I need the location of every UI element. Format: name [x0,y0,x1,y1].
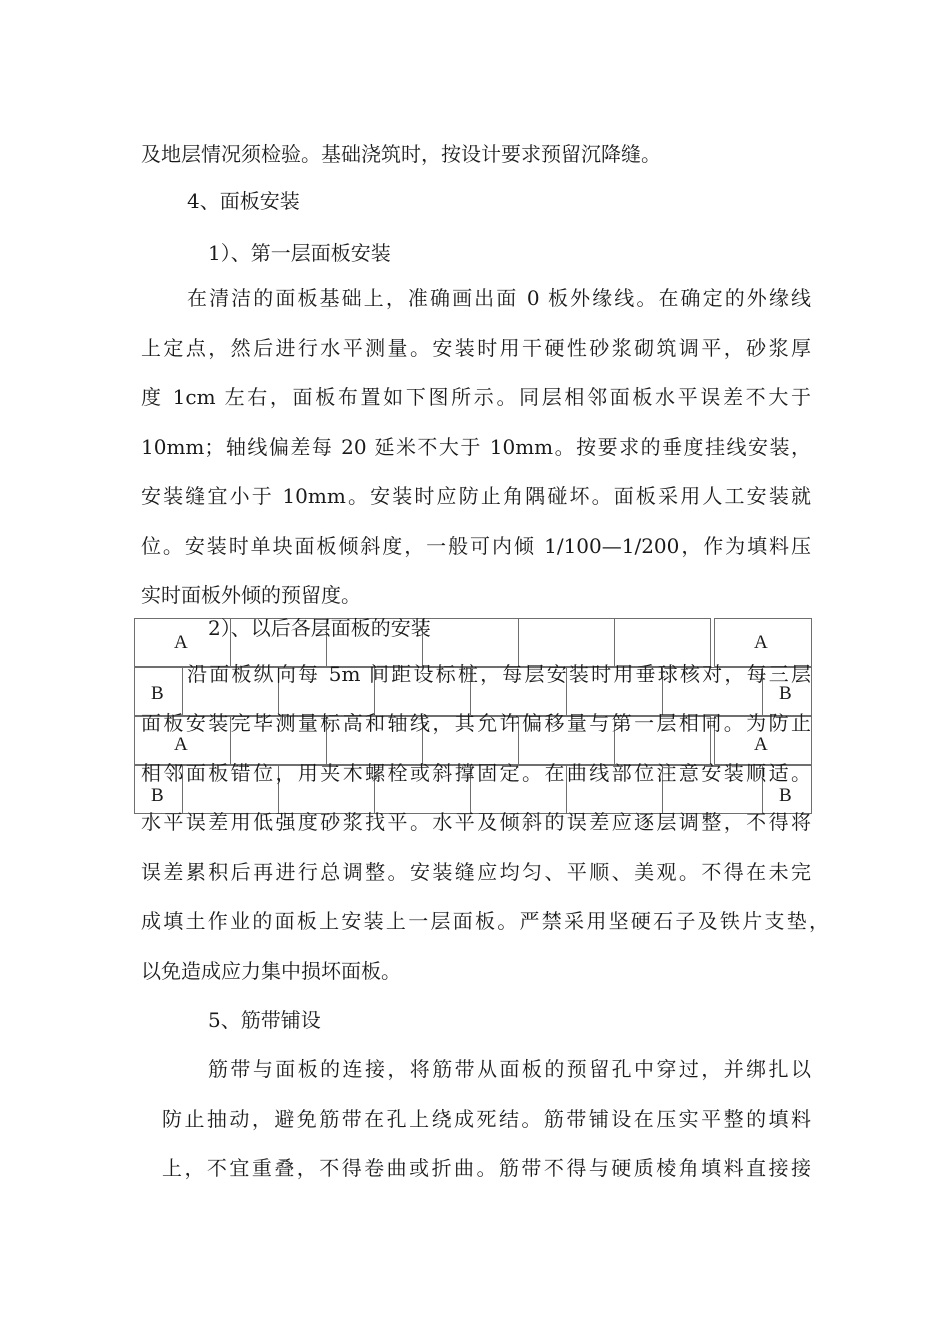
text-line: 在清洁的面板基础上，准确画出面 0 板外缘线。在确定的外缘线 [187,286,811,310]
text-line: 及地层情况须检验。基础浇筑时，按设计要求预留沉降缝。 [141,142,661,166]
text-line: 相邻面板错位，用夹木螺栓或斜撑固定。在曲线部位注意安装顺适。 [141,761,811,785]
text-line: 成填土作业的面板上安装上一层面板。严禁采用坚硬石子及铁片支垫， [141,909,829,933]
text-line: 误差累积后再进行总调整。安装缝应均匀、平顺、美观。不得在未完 [141,860,811,884]
text-line: 面板安装完毕测量标高和轴线，其允许偏移量与第一层相同。为防止 [141,711,811,735]
text-line: 水平误差用低强度砂浆找平。水平及倾斜的误差应逐层调整，不得将 [141,810,811,834]
text-line: 防止抽动，避免筋带在孔上绕成死结。筋带铺设在压实平整的填料 [162,1107,811,1131]
subsection-heading-2: 2）、以后各层面板的安装 [208,616,431,640]
text-line: 上，不宜重叠，不得卷曲或折曲。筋带不得与硬质棱角填料直接接 [162,1156,811,1180]
panel-label-b: B [779,683,792,704]
panel-label-a: A [754,734,768,755]
panel-label-b: B [151,785,164,806]
panel-label-b: B [151,683,164,704]
subsection-heading-1: 1）、第一层面板安装 [208,241,391,265]
text-line: 上定点，然后进行水平测量。安装时用干硬性砂浆砌筑调平，砂浆厚 [141,336,811,360]
panel-label-a: A [754,632,768,653]
panel-label-b: B [779,785,792,806]
panel-label-a: A [174,734,188,755]
panel-label-a: A [174,632,188,653]
text-line: 沿面板纵向每 5m 间距设标桩，每层安装时用垂球核对，每三层 [187,662,811,686]
text-line: 位。安装时单块面板倾斜度，一般可内倾 1/100—1/200，作为填料压 [141,534,811,558]
text-line: 度 1cm 左右，面板布置如下图所示。同层相邻面板水平误差不大于 [141,385,811,409]
section-heading-5: 5、筋带铺设 [208,1008,321,1032]
text-line: 实时面板外倾的预留度。 [141,583,361,607]
text-line: 以免造成应力集中损坏面板。 [141,959,401,983]
text-line: 安装缝宜小于 10mm。安装时应防止角隅碰坏。面板采用人工安装就 [141,484,811,508]
text-line: 10mm；轴线偏差每 20 延米不大于 10mm。按要求的垂度挂线安装， [141,435,811,459]
section-heading-4: 4、面板安装 [187,189,300,213]
text-line: 筋带与面板的连接，将筋带从面板的预留孔中穿过，并绑扎以 [208,1057,811,1081]
